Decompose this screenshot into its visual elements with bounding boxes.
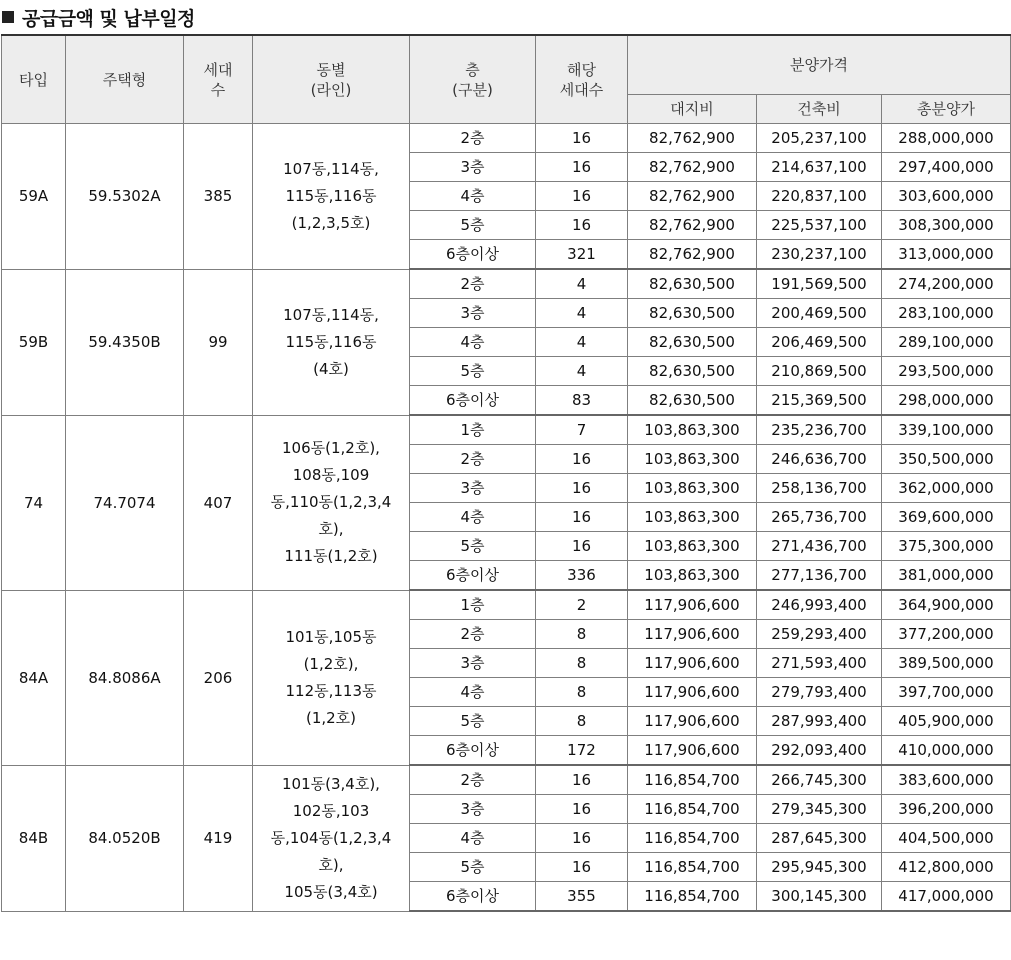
floor-cell: 5층 xyxy=(410,357,536,386)
floor-households-cell: 4 xyxy=(536,357,628,386)
dong-cell: 101동,105동 (1,2호), 112동,113동 (1,2호) xyxy=(253,590,410,765)
total-price-cell: 405,900,000 xyxy=(882,707,1011,736)
total-price-cell: 369,600,000 xyxy=(882,503,1011,532)
building-price-cell: 287,645,300 xyxy=(757,824,882,853)
building-price-cell: 235,236,700 xyxy=(757,415,882,445)
dong-cell: 101동(3,4호), 102동,103 동,104동(1,2,3,4 호), 105동(3,4호) xyxy=(253,765,410,911)
floor-households-cell: 16 xyxy=(536,474,628,503)
floor-households-cell: 16 xyxy=(536,853,628,882)
table-header xyxy=(2,35,1011,124)
building-price-cell: 300,145,300 xyxy=(757,882,882,912)
land-price-cell: 82,762,900 xyxy=(628,240,757,270)
floor-cell: 2층 xyxy=(410,269,536,299)
land-price-cell: 117,906,600 xyxy=(628,590,757,620)
floor-cell: 2층 xyxy=(410,620,536,649)
land-price-cell: 116,854,700 xyxy=(628,795,757,824)
total-price-cell: 283,100,000 xyxy=(882,299,1011,328)
header-total: 총분양가 xyxy=(882,95,1011,124)
building-price-cell: 277,136,700 xyxy=(757,561,882,591)
floor-cell: 5층 xyxy=(410,211,536,240)
land-price-cell: 103,863,300 xyxy=(628,415,757,445)
households-cell: 407 xyxy=(184,415,253,590)
header-floor-households: 해당 세대수 xyxy=(536,35,628,124)
land-price-cell: 82,762,900 xyxy=(628,153,757,182)
land-price-cell: 82,762,900 xyxy=(628,124,757,153)
households-cell: 385 xyxy=(184,124,253,270)
type-cell: 59B xyxy=(2,269,66,415)
floor-cell: 2층 xyxy=(410,765,536,795)
dong-cell: 106동(1,2호), 108동,109 동,110동(1,2,3,4 호), 111동(1,2호) xyxy=(253,415,410,590)
floor-cell: 3층 xyxy=(410,795,536,824)
floor-households-cell: 16 xyxy=(536,765,628,795)
households-cell: 99 xyxy=(184,269,253,415)
header-type: 타입 xyxy=(2,35,66,124)
section-header xyxy=(0,0,1011,34)
building-price-cell: 295,945,300 xyxy=(757,853,882,882)
building-price-cell: 230,237,100 xyxy=(757,240,882,270)
type-cell: 84B xyxy=(2,765,66,911)
land-price-cell: 103,863,300 xyxy=(628,503,757,532)
total-price-cell: 289,100,000 xyxy=(882,328,1011,357)
total-price-cell: 410,000,000 xyxy=(882,736,1011,766)
land-price-cell: 82,630,500 xyxy=(628,386,757,416)
type-cell: 74 xyxy=(2,415,66,590)
floor-households-cell: 16 xyxy=(536,824,628,853)
floor-cell: 4층 xyxy=(410,824,536,853)
building-price-cell: 205,237,100 xyxy=(757,124,882,153)
total-price-cell: 404,500,000 xyxy=(882,824,1011,853)
land-price-cell: 117,906,600 xyxy=(628,620,757,649)
land-price-cell: 117,906,600 xyxy=(628,649,757,678)
building-price-cell: 206,469,500 xyxy=(757,328,882,357)
building-price-cell: 259,293,400 xyxy=(757,620,882,649)
total-price-cell: 339,100,000 xyxy=(882,415,1011,445)
floor-households-cell: 8 xyxy=(536,620,628,649)
floor-households-cell: 321 xyxy=(536,240,628,270)
building-price-cell: 271,593,400 xyxy=(757,649,882,678)
households-cell: 206 xyxy=(184,590,253,765)
floor-cell: 6층이상 xyxy=(410,386,536,416)
households-cell: 419 xyxy=(184,765,253,911)
floor-households-cell: 4 xyxy=(536,269,628,299)
total-price-cell: 389,500,000 xyxy=(882,649,1011,678)
floor-households-cell: 16 xyxy=(536,182,628,211)
building-price-cell: 258,136,700 xyxy=(757,474,882,503)
building-price-cell: 292,093,400 xyxy=(757,736,882,766)
floor-cell: 6층이상 xyxy=(410,736,536,766)
floor-households-cell: 8 xyxy=(536,707,628,736)
building-price-cell: 225,537,100 xyxy=(757,211,882,240)
floor-cell: 3층 xyxy=(410,649,536,678)
square-bullet-icon xyxy=(2,11,14,23)
floor-households-cell: 336 xyxy=(536,561,628,591)
type-cell: 59A xyxy=(2,124,66,270)
house-type-cell: 59.4350B xyxy=(66,269,184,415)
table-row xyxy=(2,269,1011,299)
supply-price-table xyxy=(1,34,1011,912)
building-price-cell: 200,469,500 xyxy=(757,299,882,328)
total-price-cell: 375,300,000 xyxy=(882,532,1011,561)
header-price: 분양가격 xyxy=(628,35,1011,95)
floor-households-cell: 7 xyxy=(536,415,628,445)
land-price-cell: 103,863,300 xyxy=(628,445,757,474)
floor-cell: 2층 xyxy=(410,124,536,153)
land-price-cell: 82,762,900 xyxy=(628,182,757,211)
header-dong: 동별 (라인) xyxy=(253,35,410,124)
floor-households-cell: 8 xyxy=(536,649,628,678)
total-price-cell: 288,000,000 xyxy=(882,124,1011,153)
floor-cell: 6층이상 xyxy=(410,240,536,270)
floor-cell: 5층 xyxy=(410,707,536,736)
floor-cell: 1층 xyxy=(410,415,536,445)
total-price-cell: 298,000,000 xyxy=(882,386,1011,416)
building-price-cell: 266,745,300 xyxy=(757,765,882,795)
total-price-cell: 350,500,000 xyxy=(882,445,1011,474)
table-row xyxy=(2,590,1011,620)
floor-households-cell: 16 xyxy=(536,211,628,240)
floor-cell: 2층 xyxy=(410,445,536,474)
header-house-type: 주택형 xyxy=(66,35,184,124)
building-price-cell: 271,436,700 xyxy=(757,532,882,561)
floor-households-cell: 4 xyxy=(536,299,628,328)
table-row xyxy=(2,415,1011,445)
land-price-cell: 116,854,700 xyxy=(628,824,757,853)
floor-cell: 3층 xyxy=(410,299,536,328)
floor-households-cell: 16 xyxy=(536,124,628,153)
header-land: 대지비 xyxy=(628,95,757,124)
floor-households-cell: 16 xyxy=(536,795,628,824)
land-price-cell: 117,906,600 xyxy=(628,707,757,736)
floor-cell: 5층 xyxy=(410,532,536,561)
building-price-cell: 214,637,100 xyxy=(757,153,882,182)
total-price-cell: 274,200,000 xyxy=(882,269,1011,299)
header-building: 건축비 xyxy=(757,95,882,124)
table-row xyxy=(2,765,1011,795)
land-price-cell: 103,863,300 xyxy=(628,474,757,503)
building-price-cell: 279,345,300 xyxy=(757,795,882,824)
floor-households-cell: 2 xyxy=(536,590,628,620)
section-title: 공급금액 및 납부일정 xyxy=(22,7,195,30)
land-price-cell: 116,854,700 xyxy=(628,882,757,912)
header-households: 세대 수 xyxy=(184,35,253,124)
land-price-cell: 82,630,500 xyxy=(628,357,757,386)
building-price-cell: 287,993,400 xyxy=(757,707,882,736)
floor-households-cell: 16 xyxy=(536,153,628,182)
land-price-cell: 82,630,500 xyxy=(628,328,757,357)
building-price-cell: 215,369,500 xyxy=(757,386,882,416)
total-price-cell: 303,600,000 xyxy=(882,182,1011,211)
dong-cell: 107동,114동, 115동,116동 (1,2,3,5호) xyxy=(253,124,410,270)
land-price-cell: 82,762,900 xyxy=(628,211,757,240)
house-type-cell: 59.5302A xyxy=(66,124,184,270)
house-type-cell: 84.0520B xyxy=(66,765,184,911)
total-price-cell: 381,000,000 xyxy=(882,561,1011,591)
floor-cell: 6층이상 xyxy=(410,561,536,591)
floor-households-cell: 83 xyxy=(536,386,628,416)
total-price-cell: 397,700,000 xyxy=(882,678,1011,707)
total-price-cell: 377,200,000 xyxy=(882,620,1011,649)
building-price-cell: 246,636,700 xyxy=(757,445,882,474)
house-type-cell: 84.8086A xyxy=(66,590,184,765)
total-price-cell: 364,900,000 xyxy=(882,590,1011,620)
table-body xyxy=(2,124,1011,912)
building-price-cell: 191,569,500 xyxy=(757,269,882,299)
land-price-cell: 82,630,500 xyxy=(628,269,757,299)
floor-households-cell: 8 xyxy=(536,678,628,707)
land-price-cell: 117,906,600 xyxy=(628,678,757,707)
floor-households-cell: 16 xyxy=(536,532,628,561)
floor-cell: 4층 xyxy=(410,182,536,211)
land-price-cell: 82,630,500 xyxy=(628,299,757,328)
total-price-cell: 293,500,000 xyxy=(882,357,1011,386)
building-price-cell: 265,736,700 xyxy=(757,503,882,532)
floor-cell: 1층 xyxy=(410,590,536,620)
building-price-cell: 246,993,400 xyxy=(757,590,882,620)
land-price-cell: 117,906,600 xyxy=(628,736,757,766)
building-price-cell: 210,869,500 xyxy=(757,357,882,386)
total-price-cell: 308,300,000 xyxy=(882,211,1011,240)
floor-cell: 6층이상 xyxy=(410,882,536,912)
floor-cell: 5층 xyxy=(410,853,536,882)
floor-cell: 4층 xyxy=(410,503,536,532)
total-price-cell: 412,800,000 xyxy=(882,853,1011,882)
floor-households-cell: 4 xyxy=(536,328,628,357)
land-price-cell: 116,854,700 xyxy=(628,853,757,882)
total-price-cell: 417,000,000 xyxy=(882,882,1011,912)
floor-cell: 4층 xyxy=(410,678,536,707)
floor-cell: 3층 xyxy=(410,474,536,503)
house-type-cell: 74.7074 xyxy=(66,415,184,590)
floor-households-cell: 355 xyxy=(536,882,628,912)
floor-households-cell: 16 xyxy=(536,445,628,474)
floor-households-cell: 172 xyxy=(536,736,628,766)
total-price-cell: 362,000,000 xyxy=(882,474,1011,503)
floor-cell: 4층 xyxy=(410,328,536,357)
floor-households-cell: 16 xyxy=(536,503,628,532)
type-cell: 84A xyxy=(2,590,66,765)
total-price-cell: 313,000,000 xyxy=(882,240,1011,270)
total-price-cell: 383,600,000 xyxy=(882,765,1011,795)
table-row xyxy=(2,124,1011,153)
land-price-cell: 116,854,700 xyxy=(628,765,757,795)
land-price-cell: 103,863,300 xyxy=(628,532,757,561)
building-price-cell: 220,837,100 xyxy=(757,182,882,211)
floor-cell: 3층 xyxy=(410,153,536,182)
land-price-cell: 103,863,300 xyxy=(628,561,757,591)
dong-cell: 107동,114동, 115동,116동 (4호) xyxy=(253,269,410,415)
building-price-cell: 279,793,400 xyxy=(757,678,882,707)
total-price-cell: 297,400,000 xyxy=(882,153,1011,182)
total-price-cell: 396,200,000 xyxy=(882,795,1011,824)
header-floor: 층 (구분) xyxy=(410,35,536,124)
